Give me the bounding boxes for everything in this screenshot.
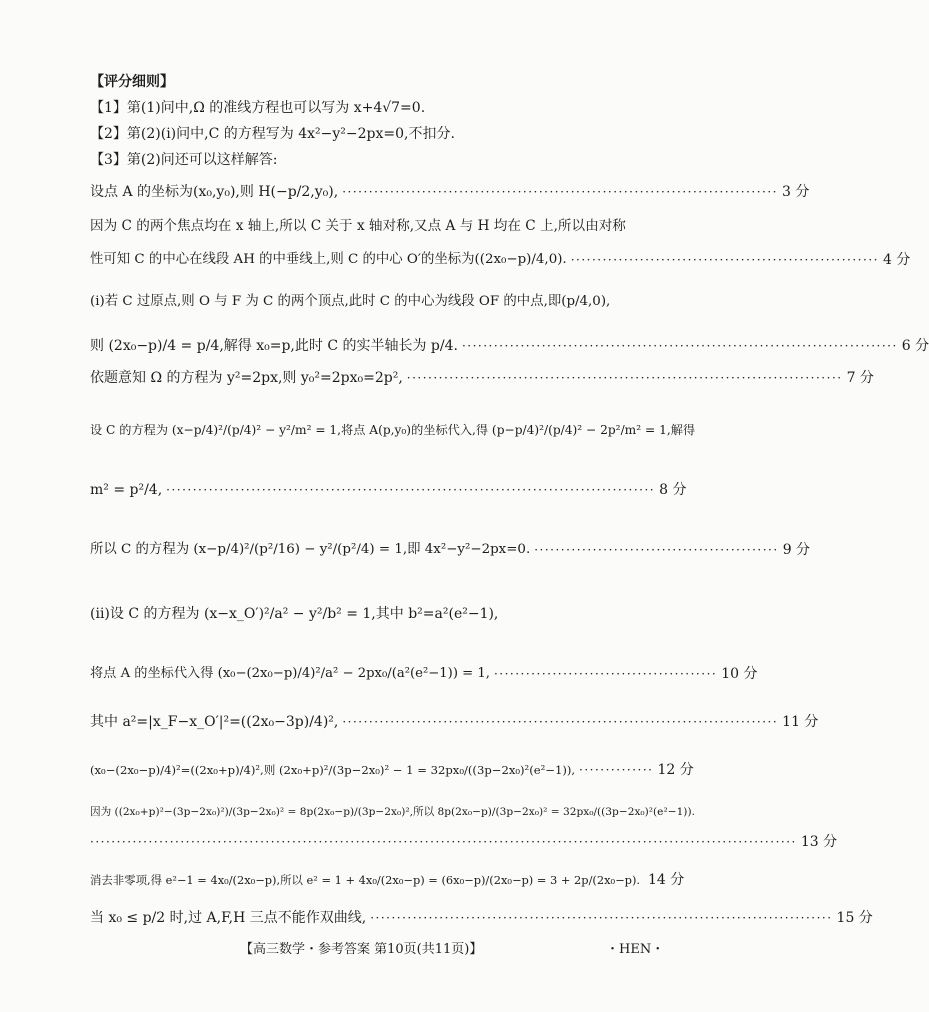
note-2: 【2】第(2)(ⅰ)问中,C 的方程写为 4x²−y²−2px=0,不扣分. [90, 126, 455, 142]
leader-dots: ·················································································· [406, 371, 843, 385]
step-text: 依题意知 Ω 的方程为 y²=2px,则 y₀²=2px₀=2p², [90, 370, 403, 386]
leader-dots: ····································································································································· [90, 835, 797, 849]
step-points: 3 分 [781, 184, 810, 200]
note-1: 【1】第(1)问中,Ω 的准线方程也可以写为 x+4√7=0. [90, 100, 426, 116]
footer-page-info: 【高三数学・参考答案 第10页(共11页)】 [240, 942, 483, 957]
leader-dots: ·········································· [493, 667, 718, 681]
step-row [90, 540, 811, 560]
step-points: 12 分 [657, 762, 694, 778]
step-row: (ⅱ)设 C 的方程为 (x−x_O′)²/a² − y²/b² = 1,其中 b²=a²(e²−1), [90, 606, 499, 622]
leader-dots: ······················································································· [370, 911, 833, 925]
step-points: 7 分 [846, 370, 874, 386]
step-points: 4 分 [882, 252, 911, 268]
step-points: 10 分 [721, 666, 758, 682]
step-points: 11 分 [782, 714, 819, 730]
step-row [90, 760, 694, 780]
step-row [90, 182, 810, 202]
leader-dots: ·················································································· [461, 339, 898, 353]
step-text: (x₀−(2x₀−p)/4)²=((2x₀+p)/4)²,则 (2x₀+p)²/(3p−2x₀)² − 1 = 32px₀/((3p−2x₀)²(e²−1)), [90, 763, 576, 777]
step-row [90, 664, 758, 684]
leader-dots: ···························································································· [166, 483, 656, 497]
step-row: 设 C 的方程为 (x−p/4)²/(p/4)² − y²/m² = 1,将点 A(p,y₀)的坐标代入,得 (p−p/4)²/(p/4)² − 2p²/m² = 1,解得 [90, 423, 696, 437]
footer-code: ・HEN・ [606, 942, 665, 957]
leader-dots: ·························································· [570, 253, 879, 267]
step-points: 14 分 [648, 872, 685, 888]
step-row [90, 712, 819, 732]
step-points: 13 分 [800, 834, 838, 850]
step-text: m² = p²/4, [90, 482, 163, 498]
leader-dots: ·················································································· [342, 715, 779, 729]
step-row [90, 908, 873, 928]
section-header: 【评分细则】 [90, 74, 174, 90]
step-points: 15 分 [836, 910, 873, 926]
step-row [90, 480, 687, 500]
step-row [90, 870, 685, 890]
step-text: 当 x₀ ≤ p/2 时,过 A,F,H 三点不能作双曲线, [90, 910, 367, 926]
step-text: 所以 C 的方程为 (x−p/4)²/(p²/16) − y²/(p²/4) = 1,即 4x²−y²−2px=0. [90, 542, 531, 557]
step-text: 性可知 C 的中心在线段 AH 的中垂线上,则 C 的中心 O′的坐标为((2x₀−p)/4,0). [90, 252, 567, 267]
step-text: 消去非零项,得 e²−1 = 4x₀/(2x₀−p),所以 e² = 1 + 4x₀/(2x₀−p) = (6x₀−p)/(2x₀−p) = 3 + 2p/(2x₀−p). [90, 873, 641, 887]
note-3: 【3】第(2)问还可以这样解答: [90, 152, 278, 168]
step-text: 设点 A 的坐标为(x₀,y₀),则 H(−p/2,y₀), [90, 184, 339, 200]
step-points: 8 分 [659, 482, 687, 498]
step-row: 因为 ((2x₀+p)²−(3p−2x₀)²)/(3p−2x₀)² = 8p(2x₀−p)/(3p−2x₀)²,所以 8p(2x₀−p)/(3p−2x₀)² = 32px₀/((3p−2x₀)²(e²−1)). [90, 806, 695, 818]
step-row [90, 368, 874, 388]
leader-dots: ·················································································· [342, 185, 778, 199]
step-points: 9 分 [782, 542, 811, 558]
leader-dots: ·············· [579, 763, 654, 777]
step-text: 则 (2x₀−p)/4 = p/4,解得 x₀=p,此时 C 的实半轴长为 p/4. [90, 338, 458, 354]
step-text: 将点 A 的坐标代入得 (x₀−(2x₀−p)/4)²/a² − 2px₀/(a²(e²−1)) = 1, [90, 666, 490, 681]
step-row: 因为 C 的两个焦点均在 x 轴上,所以 C 关于 x 轴对称,又点 A 与 H 均在 C 上,所以由对称 [90, 218, 626, 234]
step-row [90, 336, 929, 356]
step-text: 其中 a²=|x_F−x_O′|²=((2x₀−3p)/4)², [90, 714, 339, 730]
step-row [90, 832, 838, 852]
step-row: (ⅰ)若 C 过原点,则 O 与 F 为 C 的两个顶点,此时 C 的中心为线段 OF 的中点,即(p/4,0), [90, 294, 611, 309]
step-row [90, 250, 911, 270]
step-points: 6 分 [901, 338, 929, 354]
leader-dots: ·············································· [534, 543, 779, 557]
